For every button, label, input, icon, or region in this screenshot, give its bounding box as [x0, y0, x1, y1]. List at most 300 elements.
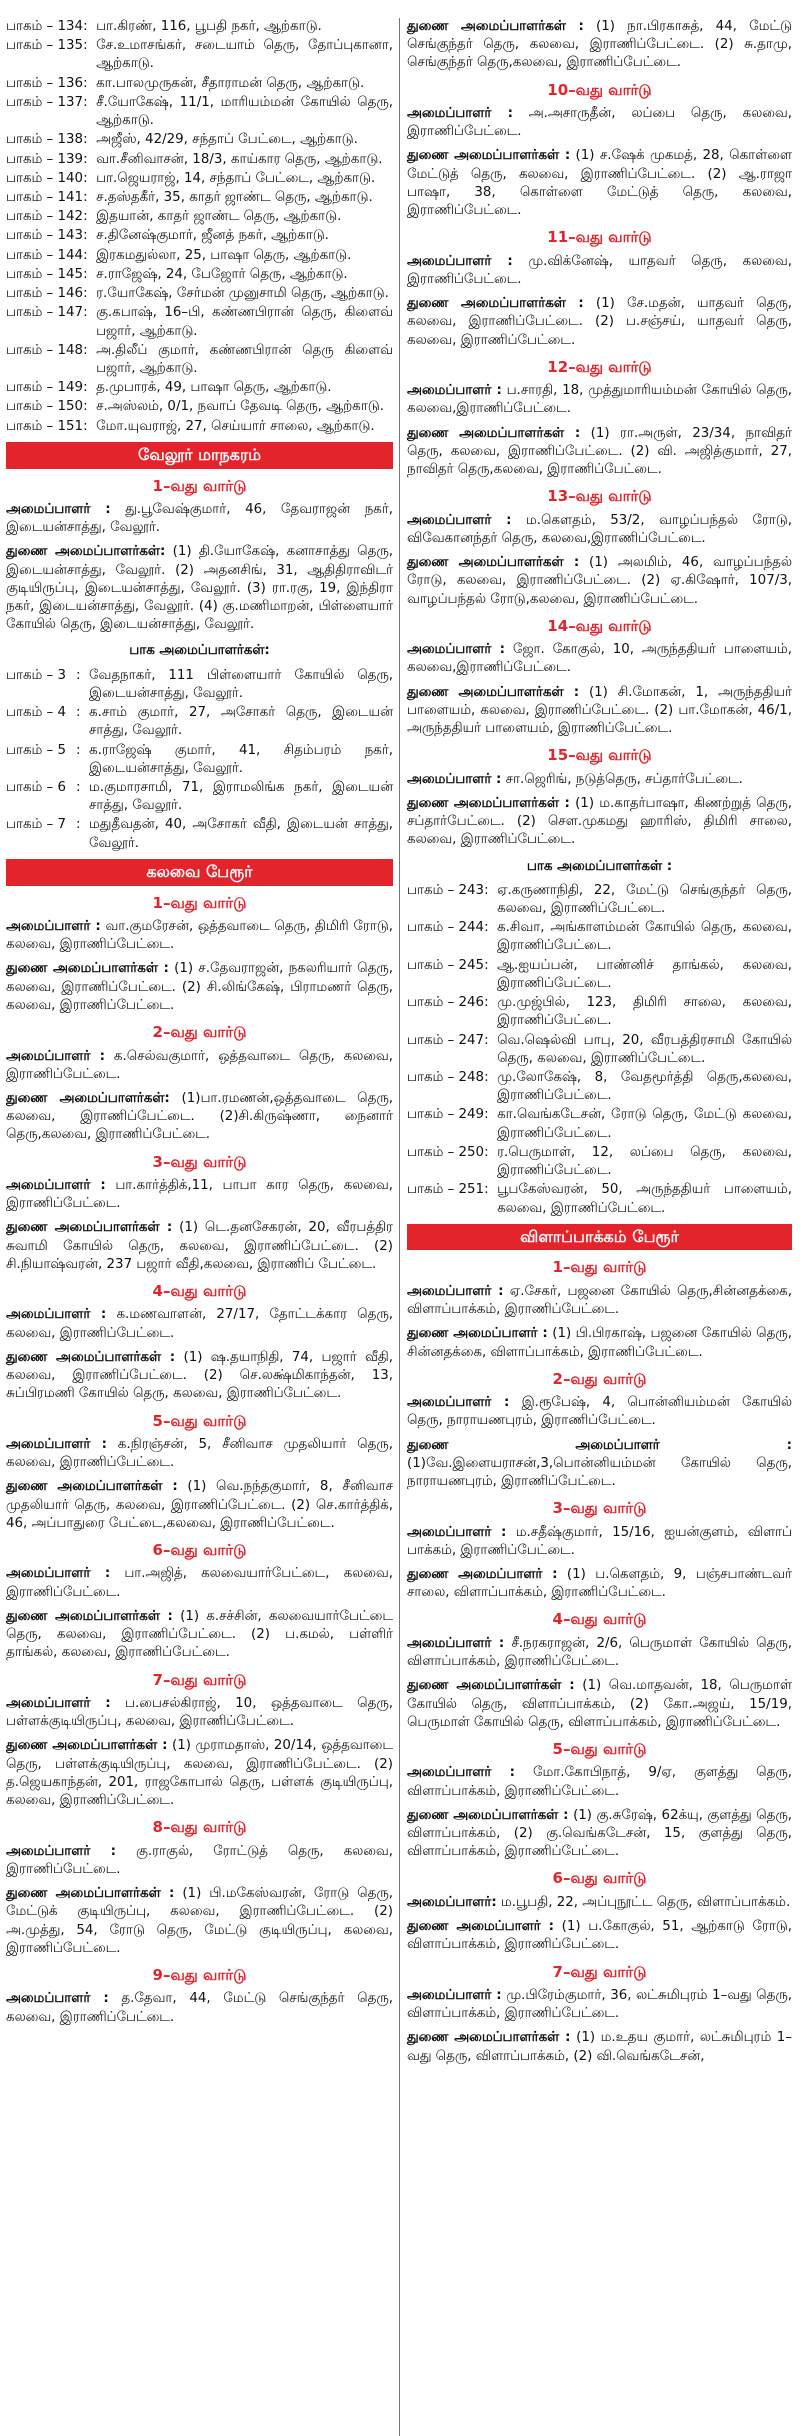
paagam-details: அ.திலீப் குமார், கண்ணபிரான் தெரு கிளைவ் பஜார், ஆற்காடு.	[96, 342, 393, 376]
person-details: ம.சதீஷ்குமார், 15/16, ஐயன்குளம், விளாப் பாக்கம், இராணிப்பேட்டை.	[407, 1524, 792, 1558]
person-details: (1) கு.சுரேஷ், 62க்யு, குளத்து தெரு, விளாப்பாக்கம், (2) கு.வெங்கடேசன், 15, குளத்து தெரு, விளாப்பாக்கம், இராணிப்பேட்டை.	[407, 1807, 792, 1860]
paagam-label: பாகம் – 149	[6, 380, 84, 396]
paagam-details: அஜீஸ், 42/29, சந்தாப் பேட்டை, ஆற்காடு.	[96, 132, 358, 148]
thunai-entry	[6, 1090, 393, 1145]
role-label: அமைப்பாளர் :	[407, 1765, 516, 1781]
person-details: பா.அஜித், கலவையார்பேட்டை, கலவை, இராணிப்பேட்டை.	[6, 1566, 393, 1600]
amaippalar-entry	[407, 771, 792, 789]
role-label: அமைப்பாளர் :	[6, 501, 111, 517]
paagam-label: பாகம் – 148	[6, 342, 84, 358]
role-label: துணை அமைப்பாளர்கள் :	[407, 2030, 571, 2046]
paagam-details: ம.குமாரசாமி, 71, இராமலிங்க நகர், இடையன் சாத்து, வேலூர்.	[89, 780, 393, 814]
role-label: அமைப்பாளர் :	[407, 1395, 510, 1411]
person-details: (1)வே.இளையராசன்,3,பொன்னியம்மன் கோயில் தெரு, நாராயணபுரம், இராணிப்பேட்டை.	[407, 1455, 792, 1489]
role-label: அமைப்பாளர் :	[6, 919, 101, 935]
ward-heading: 7–வது வார்டு	[152, 1670, 247, 1689]
paagam-details: சே.உமாசங்கர், சடையாம் தெரு, தோப்புகானா, ஆற்காடு.	[96, 38, 393, 72]
person-details: ப.பைசல்கிராஜ், 10, ஒத்தவாடை தெரு, பள்ளக்குடியிருப்பு, கலவை, இராணிப்பேட்டை.	[6, 1695, 393, 1730]
paagam-details: கா.பாலமுருகன், சீதாராமன் தெரு, ஆற்காடு.	[96, 75, 365, 91]
person-details: (1) முராமதாஸ், 20/14, ஒத்தவாடை தெரு, பள்ளக்குடியிருப்பு, கலவை, இராணிப்பேட்டை. (2) த.ஜெயகாந்தன், 201, ராஜகோபால் தெரு, பள்ளக் குடியிருப்பு, கலவை, இராணிப்பேட்டை.	[6, 1738, 393, 1809]
ward-heading: 3–வது வார்டு	[552, 1499, 647, 1518]
paagam-details: ச.தஸ்தகீர், 35, காதர் ஜாண்ட தெரு, ஆற்காடு.	[96, 189, 373, 205]
paagam-label: பாகம் – 246	[407, 995, 485, 1011]
amaippalar-entry	[407, 1524, 792, 1560]
paagam-label: பாகம் – 248	[407, 1069, 485, 1085]
ward-heading: 9–வது வார்டு	[152, 1965, 247, 1984]
paagam-row	[6, 131, 393, 149]
right-column	[400, 18, 794, 2436]
role-label: துணை அமைப்பாளர்கள் :	[6, 961, 169, 977]
thunai-entry	[407, 1437, 792, 1492]
person-details: த.தேவா, 44, மேட்டு செங்குந்தர் தெரு, கலவை, இராணிப்பேட்டை.	[6, 1991, 393, 2025]
ward-heading: 6–வது வார்டு	[152, 1541, 247, 1560]
paaga-heading: பாக அமைப்பாளர்கள்:	[129, 643, 270, 659]
paagam-details: பா.கிரண், 116, பூபதி நகர், ஆற்காடு.	[96, 19, 322, 34]
colon-separator: :	[83, 19, 88, 34]
paagam-row	[6, 398, 393, 416]
paagam-row	[6, 379, 393, 397]
paagam-label: பாகம் – 3	[6, 667, 67, 683]
role-label: அமைப்பாளர் :	[407, 1987, 502, 2003]
paagam-label: பாகம் – 138	[6, 132, 84, 148]
ward-heading: 3–வது வார்டு	[152, 1152, 247, 1171]
role-label: அமைப்பாளர் :	[6, 1307, 107, 1323]
person-details: (1) தி.யோகேஷ், கனாசாத்து தெரு, இடையன்சாத்து, வேலூர். (2) அதனசிங், 31, ஆதிதிராவிடர் குடியிருப்பு, இடையன்சாத்து, வேலூர். (3) ரா.ரகு, 19, இந்திரா நகர், இடையன்சாத்து, வேலூர். (4) கு.மணிமாறன், பிள்ளையார் கோயில் தெரு, இடையன்சாத்து, வேலூர்.	[6, 544, 393, 633]
paagam-label: பாகம் – 250	[407, 1144, 485, 1160]
ward-heading: 4–வது வார்டு	[152, 1282, 247, 1301]
role-label: துணை அமைப்பாளர் :	[407, 1919, 555, 1935]
ward-heading: 1–வது வார்டு	[152, 476, 247, 495]
paagam-details: க.சாம் குமார், 27, அசோகர் தெரு, இடையன் சாத்து, வேலூர்.	[89, 705, 393, 739]
paaga-heading: பாக அமைப்பாளர்கள் :	[526, 858, 673, 874]
role-label: அமைப்பாளர் :	[6, 1695, 111, 1711]
colon-separator: :	[83, 286, 88, 302]
paagam-row	[6, 189, 393, 207]
role-label: துணை அமைப்பாளர்கள் :	[407, 19, 584, 34]
person-details: (1)பா.ரமணன்,ஒத்தவாடை தெரு, கலவை, இராணிப்பேட்டை. (2)சி.கிருஷ்ணா, நைனார் தெரு,கலவை, இராணிப்பேட்டை.	[6, 1090, 393, 1143]
left-column	[6, 18, 400, 2436]
thunai-entry	[6, 1608, 393, 1663]
paagam-details: த.முபாரக், 49, பாஷா தெரு, ஆற்காடு.	[96, 380, 332, 396]
paagam-list-kalavai	[407, 882, 792, 1218]
amaippalar-entry	[407, 382, 792, 418]
paagam-details: கு.கபாஷ், 16–பி, கண்ணபிரான் தெரு, கிளைவ் பஜார், ஆற்காடு.	[96, 305, 393, 339]
amaippalar-entry	[6, 1565, 393, 1601]
person-details: சா.ஜெரிங், நடுத்தெரு, சப்தார்பேட்டை.	[505, 771, 743, 787]
role-label: அமைப்பாளர் :	[407, 253, 513, 269]
thunai-entry	[407, 18, 792, 73]
amaippalar-entry	[6, 1177, 393, 1213]
paagam-details: மு.லோகேஷ், 8, வேதமூர்த்தி தெரு,கலவை, இராணிப்பேட்டை.	[497, 1069, 792, 1104]
colon-separator: :	[76, 705, 81, 721]
paagam-row	[407, 957, 792, 993]
thunai-entry	[407, 1677, 792, 1732]
amaippalar-entry	[407, 1764, 792, 1800]
person-details: (1) சி.மோகன், 1, அருந்ததியர் பாளையம், கலவை, இராணிப்பேட்டை. (2) பா.மோகன், 46/1, அருந்ததியர் பாளையம், இராணிப்பேட்டை.	[407, 684, 793, 737]
person-details: (1) ப.கௌதம், 9, பஞ்சபாண்டவர் சாலை, விளாப்பாக்கம், இராணிப்பேட்டை.	[407, 1567, 792, 1601]
colon-separator: :	[83, 305, 88, 321]
person-details: (1) ம.உதய குமார், லட்சுமிபுரம் 1–வது தெரு, விளாப்பாக்கம், (2) வி.வெங்கடேசன்,	[407, 2030, 792, 2064]
role-label: அமைப்பாளர் :	[407, 106, 513, 122]
role-label: அமைப்பாளர் :	[407, 512, 512, 528]
thunai-entry	[407, 795, 792, 850]
paagam-label: பாகம் – 4	[6, 705, 67, 721]
person-details: சீ.நரகராஜன், 2/6, பெருமாள் கோயில் தெரு, விளாப்பாக்கம், இராணிப்பேட்டை.	[407, 1635, 792, 1670]
colon-separator: :	[83, 399, 88, 415]
paagam-details: சீ.யோகேஷ், 11/1, மாரியம்மன் கோயில் தெரு, ஆற்காடு.	[96, 94, 393, 129]
person-details: (1) சே.மதன், யாதவர் தெரு, கலவை, இராணிப்பேட்டை. (2) ப.சஞ்சய், யாதவர் தெரு, கலவை, இராணிப்பேட்டை.	[407, 296, 792, 348]
paagam-details: ர.பெருமாள், 12, லப்பை தெரு, கலவை, இராணிப்பேட்டை.	[497, 1144, 792, 1179]
person-details: க.நிரஞ்சன், 5, சீனிவாச முதலியார் தெரு, கலவை, இராணிப்பேட்டை.	[6, 1436, 393, 1471]
thunai-entry	[6, 1219, 393, 1274]
colon-separator: :	[484, 1144, 489, 1160]
person-details: ஏ.சேகர், பஜனை கோயில் தெரு,சின்னதக்கை, விளாப்பாக்கம், இராணிப்பேட்டை.	[407, 1283, 792, 1318]
person-details: ம.பூபதி, 22, அப்புநூட்ட தெரு, விளாப்பாக்கம்.	[500, 1894, 791, 1910]
paagam-label: பாகம் – 141	[6, 189, 84, 205]
colon-separator: :	[83, 94, 88, 110]
role-label: அமைப்பாளர் :	[407, 1524, 507, 1540]
person-details: (1) ஷ.தயாநிதி, 74, பஜார் வீதி, கலவை, இராணிப்பேட்டை. (2) செ.லக்ஷ்மிகாந்தன், 13, சுப்பிரமணி கோயில் தெரு, கலவை, இராணிப்பேட்டை.	[6, 1349, 394, 1402]
role-label: துணை அமைப்பாளர்கள் :	[407, 1678, 575, 1694]
paagam-row	[6, 418, 393, 436]
colon-separator: :	[484, 957, 489, 973]
person-details: (1) ப.கோகுல், 51, ஆற்காடு ரோடு, விளாப்பாக்கம், இராணிப்பேட்டை.	[407, 1919, 792, 1953]
colon-separator: :	[484, 1182, 489, 1198]
paagam-row	[407, 1181, 792, 1217]
paagam-label: பாகம் – 146	[6, 286, 84, 302]
colon-separator: :	[484, 882, 489, 898]
thunai-entry	[407, 684, 792, 739]
person-details: க.மணவாளன், 27/17, தோட்டக்கார தெரு, கலவை, இராணிப்பேட்டை.	[6, 1307, 393, 1341]
paagam-row	[6, 779, 393, 815]
colon-separator: :	[76, 667, 81, 683]
paagam-label: பாகம் – 143	[6, 228, 84, 244]
role-label: துணை அமைப்பாளர்கள் :	[6, 1220, 173, 1236]
paagam-row	[6, 208, 393, 226]
role-label: அமைப்பாளர் :	[407, 771, 502, 787]
role-label: அமைப்பாளர் :	[6, 1048, 105, 1064]
amaippalar-entry	[407, 105, 792, 141]
paagam-details: வேதநாகர், 111 பிள்ளையார் கோயில் தெரு, இடையன்சாத்து, வேலூர்.	[89, 667, 393, 701]
kalavai-wards-right	[407, 80, 792, 850]
ward-heading: 10–வது வார்டு	[547, 80, 652, 99]
colon-separator: :	[83, 170, 88, 186]
person-details: (1) டெ.தனசேகரன், 20, வீரபத்திர சுவாமி கோயில் தெரு, கலவை, இராணிப்பேட்டை. (2) சி.நியாஷ்வரன், 237 பஜார் வீதி,கலவை, இராணிப் பேட்டை.	[6, 1220, 393, 1272]
role-label: துணை அமைப்பாளர் :	[407, 1567, 558, 1583]
role-label: அமைப்பாளர் :	[6, 1178, 106, 1193]
colon-separator: :	[83, 228, 88, 244]
role-label: துணை அமைப்பாளர்கள் :	[407, 425, 581, 441]
thunai-entry	[6, 960, 393, 1015]
paagam-row	[6, 342, 393, 378]
colon-separator: :	[83, 189, 88, 205]
thunai-entry	[6, 1349, 393, 1404]
role-label: அமைப்பாளர் :	[6, 1566, 111, 1582]
person-details: (1) ச.தேவராஜன், நகலரியார் தெரு, கலவை, இராணிப்பேட்டை. (2) சி.லிங்கேஷ், பிராமணர் தெரு, கலவை, இராணிப்பேட்டை.	[6, 961, 393, 1013]
person-details: மு.பிரேம்குமார், 36, லட்சுமிபுரம் 1–வது தெரு, விளாப்பாக்கம், இராணிப்பேட்டை.	[407, 1987, 792, 2022]
thunai-entry	[6, 1885, 393, 1958]
paagam-details: மதுதீவதன், 40, அசோகர் வீதி, இடையன் சாத்து, வேலூர்.	[89, 817, 393, 851]
paagam-row	[6, 304, 393, 340]
paagam-row	[407, 1106, 792, 1142]
amaippalar-entry	[407, 1394, 792, 1430]
paagam-details: இதயான், காதர் ஜாண்ட தெரு, ஆற்காடு.	[96, 209, 342, 225]
role-label: துணை அமைப்பாளர்கள்:	[6, 544, 166, 560]
colon-separator: :	[83, 75, 88, 91]
ward-heading: 14–வது வார்டு	[547, 616, 652, 635]
thunai-entry	[6, 543, 393, 634]
colon-separator: :	[484, 1069, 489, 1085]
colon-separator: :	[484, 1107, 489, 1123]
vilapakkam-wards	[407, 1257, 792, 2065]
paagam-label: பாகம் – 144	[6, 247, 84, 263]
paagam-row	[407, 1069, 792, 1105]
paagam-details: ஆ.ஐயப்பன், பாண்னிச் தாங்கல், கலவை, இராணிப்பேட்டை.	[497, 957, 792, 991]
colon-separator: :	[83, 247, 88, 263]
paagam-row	[6, 704, 393, 740]
role-label: துணை அமைப்பாளர்கள் :	[6, 1886, 175, 1902]
amaippalar-entry	[6, 1436, 393, 1472]
paagam-label: பாகம் – 136	[6, 75, 84, 91]
paagam-details: ஏ.கருணாநிதி, 22, மேட்டு செங்குந்தர் தெரு, கலவை, இராணிப்பேட்டை.	[497, 882, 792, 916]
colon-separator: :	[83, 151, 88, 167]
role-label: துணை அமைப்பாளர்கள் :	[6, 1349, 176, 1365]
kalavai-wards-left	[6, 893, 393, 2027]
person-details: கு.ராகுல், ரோட்டுத் தெரு, கலவை, இராணிப்பேட்டை.	[6, 1843, 393, 1877]
paagam-label: பாகம் – 251	[407, 1182, 485, 1198]
ward-heading: 2–வது வார்டு	[552, 1369, 647, 1388]
paagam-label: பாகம் – 244	[407, 920, 485, 936]
paagam-details: வா.சீனிவாசன், 18/3, காய்கார தெரு, ஆற்காடு.	[96, 151, 383, 167]
paagam-details: க.ராஜேஷ் குமார், 41, சிதம்பரம் நகர், இடையன்சாத்து, வேலூர்.	[89, 742, 393, 776]
paagam-label: பாகம் – 142	[6, 209, 84, 225]
colon-separator: :	[83, 380, 88, 396]
ward-heading: 2–வது வார்டு	[152, 1023, 247, 1042]
paagam-list-vellore	[6, 667, 393, 853]
amaippalar-entry	[407, 1894, 792, 1912]
paagam-row	[6, 18, 393, 36]
person-details: மு.விக்னேஷ், யாதவர் தெரு, கலவை, இராணிப்பேட்டை.	[407, 253, 792, 287]
paagam-row	[407, 994, 792, 1030]
role-label: அமைப்பாளர் :	[407, 642, 505, 658]
paagam-details: பூபகேஸ்வரன், 50, அருந்ததியர் பாளையம், கலவை, இராணிப்பேட்டை.	[497, 1182, 792, 1216]
thunai-entry	[407, 1918, 792, 1954]
colon-separator: :	[76, 780, 81, 796]
amaippalar-entry	[407, 253, 792, 289]
paagam-row	[407, 1144, 792, 1180]
ward-heading: 6–வது வார்டு	[552, 1869, 647, 1888]
role-label: துணை அமைப்பாளர் :	[407, 1326, 548, 1342]
ward-heading: 8–வது வார்டு	[152, 1818, 247, 1837]
banner-vellore: வேலூர் மாநகரம்	[6, 442, 393, 469]
ward-heading: 11–வது வார்டு	[547, 228, 652, 247]
amaippalar-entry	[6, 1990, 393, 2026]
ward-heading: 5–வது வார்டு	[552, 1739, 647, 1758]
role-label: அமைப்பாளர் :	[407, 383, 502, 399]
role-label: துணை அமைப்பாளர்கள் :	[407, 555, 580, 571]
role-label: துணை அமைப்பாளர் :	[407, 1437, 792, 1453]
thunai-entry	[407, 147, 792, 220]
role-label: துணை அமைப்பாளர்கள் :	[407, 296, 584, 312]
amaippalar-entry	[407, 1987, 792, 2023]
person-details: அ.அசாருதீன், லப்பை தெரு, கலவை, இராணிப்பேட்டை.	[407, 106, 792, 140]
person-details: து.பூவேஷ்குமார், 46, தேவராஜன் நகர், இடையன்சாத்து, வேலூர்.	[6, 501, 393, 536]
role-label: துணை அமைப்பாளர்கள் :	[6, 1479, 178, 1495]
paagam-label: பாகம் – 134	[6, 19, 84, 34]
paagam-details: க.சிவா, அங்காளம்மன் கோயில் தெரு, கலவை, இராணிப்பேட்டை.	[497, 920, 792, 954]
person-details: (1) ச.ஷேக் முகமத், 28, கொள்ளை மேட்டுத் தெரு, கலவை, இராணிப்பேட்டை. (2) ஆ.ராஜா பாஷா, 38, கொள்ளை மேட்டுத் தெரு, கலவை, இராணிப்பேட்டை.	[407, 148, 792, 219]
thunai-entry	[6, 1737, 393, 1810]
amaippalar-entry	[6, 1843, 393, 1879]
amaippalar-entry	[6, 1695, 393, 1731]
paagam-list-top	[6, 18, 393, 436]
paagam-label: பாகம் – 135	[6, 38, 84, 54]
amaippalar-entry	[407, 512, 792, 548]
thunai-entry	[407, 295, 792, 350]
person-details: (1) வெ.மாதவன், 18, பெருமாள் கோயில் தெரு, விளாப்பாக்கம், (2) கோ.அஜய், 15/19, பெருமாள் கோயில் தெரு, விளாப்பாக்கம், இராணிப்பேட்டை.	[407, 1678, 792, 1730]
colon-separator: :	[83, 209, 88, 225]
paagam-label: பாகம் – 249	[407, 1107, 485, 1123]
thunai-entry	[407, 554, 792, 609]
paagam-row	[407, 919, 792, 955]
colon-separator: :	[83, 266, 88, 282]
thunai-entry	[407, 2029, 792, 2065]
banner-kalavai: கலவை பேரூர்	[6, 859, 393, 886]
ward-heading: 12–வது வார்டு	[547, 357, 652, 376]
person-details: ப.சாரதி, 18, முத்துமாரியம்மன் கோயில் தெரு, கலவை,இராணிப்பேட்டை.	[407, 383, 792, 417]
colon-separator: :	[83, 418, 88, 434]
person-details: க.செல்வகுமார், ஒத்தவாடை தெரு, கலவை, இராணிப்பேட்டை.	[6, 1048, 393, 1082]
role-label: துணை அமைப்பாளர்கள் :	[407, 1807, 569, 1823]
paagam-label: பாகம் – 140	[6, 170, 84, 186]
ward-heading: 1–வது வார்டு	[552, 1258, 647, 1277]
role-label: அமைப்பாளர் :	[407, 1635, 505, 1651]
paagam-label: பாகம் – 145	[6, 266, 84, 282]
paagam-details: கா.வெங்கடேசன், ரோடு தெரு, மேட்டு கலவை, இராணிப்பேட்டை.	[497, 1107, 792, 1141]
paagam-label: பாகம் – 6	[6, 780, 67, 796]
paagam-label: பாகம் – 5	[6, 742, 67, 758]
amaippalar-entry	[6, 1048, 393, 1084]
person-details: (1) க.சச்சின், கலவையார்பேட்டை தெரு, கலவை, இராணிப்பேட்டை. (2) ப.கமல், பள்ளிர் தாங்கல், கலவை, இராணிப்பேட்டை.	[6, 1608, 393, 1661]
person-details: (1) பி.மகேஸ்வரன், ரோடு தெரு, மேட்டுக் குடியிருப்பு, கலவை, இராணிப்பேட்டை. (2) அ.முத்து, 54, ரோடு தெரு, மேட்டு குடியிருப்பு, கலவை, இராணிப்பேட்டை.	[6, 1886, 393, 1956]
role-label: துணை அமைப்பாளர்கள்:	[6, 1090, 170, 1106]
colon-separator: :	[484, 920, 489, 936]
amaippalar-entry	[407, 1635, 792, 1671]
paagam-label: பாகம் – 147	[6, 305, 84, 321]
paagam-row	[6, 247, 393, 265]
paagam-row	[6, 227, 393, 245]
thunai-entry	[407, 425, 792, 480]
paagam-row	[407, 882, 792, 918]
person-details: (1) வெ.நந்தகுமார், 8, சீனிவாச முதலியார் தெரு, கலவை, இராணிப்பேட்டை. (2) செ.கார்த்திக், 46, அப்பாதுரை பேட்டை,கலவை, இராணிப்பேட்டை.	[6, 1479, 394, 1531]
paagam-row	[6, 667, 393, 703]
banner-vilapakkam: விளாப்பாக்கம் பேரூர்	[407, 1224, 792, 1251]
person-details: வா.குமரேசன், ஒத்தவாடை தெரு, திமிரி ரோடு, கலவை, இராணிப்பேட்டை.	[6, 919, 393, 953]
role-label: அமைப்பாளர் :	[6, 1843, 117, 1859]
paagam-row	[6, 75, 393, 93]
paagam-row	[6, 742, 393, 778]
role-label: துணை அமைப்பாளர்கள் :	[6, 1608, 173, 1624]
colon-separator: :	[484, 995, 489, 1011]
paagam-label: பாகம் – 7	[6, 817, 67, 833]
paagam-details: ர.யோகேஷ், சேர்மன் முனுசாமி தெரு, ஆற்காடு.	[96, 286, 389, 302]
role-label: அமைப்பாளர் :	[407, 1283, 504, 1299]
colon-separator: :	[83, 132, 88, 148]
colon-separator: :	[83, 38, 88, 54]
amaippalar-entry	[6, 918, 393, 954]
ward-heading: 7–வது வார்டு	[552, 1962, 647, 1981]
colon-separator: :	[76, 742, 81, 758]
person-details: (1) பி.பிரகாஷ், பஜனை கோயில் தெரு, சின்னதக்கை, விளாப்பாக்கம், இராணிப்பேட்டை.	[407, 1326, 792, 1360]
paagam-label: பாகம் – 243	[407, 882, 485, 898]
role-label: அமைப்பாளர் :	[6, 1436, 107, 1452]
person-details: (1) ரா.அருள், 23/34, நாவிதர் தெரு, கலவை, இராணிப்பேட்டை. (2) வி. அஜித்குமார், 27, நாவிதர் தெரு,கலவை, இராணிப்பேட்டை.	[407, 425, 793, 478]
paagam-row	[407, 1032, 792, 1068]
paagam-row	[6, 285, 393, 303]
paagam-details: மு.முஜ்பில், 123, திமிரி சாலை, கலவை, இராணிப்பேட்டை.	[497, 995, 792, 1029]
paagam-label: பாகம் – 151	[6, 418, 84, 434]
person-details: (1) ம.காதர்பாஷா, கிணற்றுத் தெரு, சப்தார்பேட்டை. (2) சௌ.முகமது ஹாரிஸ், திமிரி சாலை, கலவை, இராணிப்பேட்டை.	[407, 795, 792, 848]
thunai-entry	[407, 1807, 792, 1862]
person-details: பா.கார்த்திக்,11, பாபா கார தெரு, கலவை, இராணிப்பேட்டை.	[6, 1178, 394, 1212]
paagam-label: பாகம் – 245	[407, 957, 485, 973]
paagam-label: பாகம் – 139	[6, 151, 84, 167]
ward-heading: 15–வது வார்டு	[547, 746, 652, 765]
paagam-row	[6, 37, 393, 73]
paagam-row	[6, 94, 393, 130]
paagam-details: ச.ராஜேஷ், 24, பேஜோர் தெரு, ஆற்காடு.	[96, 266, 348, 282]
paagam-details: ச.அஸ்லம், 0/1, நவாப் தேவடி தெரு, ஆற்காடு.	[96, 399, 384, 415]
role-label: துணை அமைப்பாளர்கள் :	[407, 684, 580, 700]
thunai-entry	[407, 1325, 792, 1361]
paagam-row	[6, 170, 393, 188]
role-label: அமைப்பாளர் :	[6, 1991, 109, 2007]
colon-separator: :	[484, 1032, 489, 1048]
colon-separator: :	[83, 342, 88, 358]
paagam-row	[6, 151, 393, 169]
ward-heading: 4–வது வார்டு	[552, 1610, 647, 1629]
paagam-details: மோ.யுவராஜ், 27, செய்யார் சாலை, ஆற்காடு.	[96, 418, 375, 434]
role-label: துணை அமைப்பாளர்கள் :	[407, 795, 570, 811]
colon-separator: :	[76, 817, 81, 833]
person-details: ம.கௌதம், 53/2, வாழப்பந்தல் ரோடு, விவேகானந்தர் தெரு, கலவை,இராணிப்பேட்டை.	[407, 512, 793, 546]
role-label: அமைப்பாளர்:	[407, 1894, 497, 1910]
amaippalar-entry	[6, 1306, 393, 1342]
paagam-details: ச.தினேஷ்குமார், ஜீனத் நகர், ஆற்காடு.	[96, 228, 329, 244]
person-details: (1) நா.பிரகாசுத், 44, மேட்டு செங்குந்தர் தெரு, கலவை, இராணிப்பேட்டை. (2) சு.தாமு, செங்குந்தர் தெரு,கலவை, இராணிப்பேட்டை.	[407, 19, 792, 71]
paagam-details: வெ.ஷெல்வி பாபு, 20, வீரபத்திரசாமி கோயில் தெரு, கலவை, இராணிப்பேட்டை.	[497, 1032, 792, 1066]
role-label: துணை அமைப்பாளர்கள் :	[407, 148, 571, 164]
paagam-label: பாகம் – 247	[407, 1032, 485, 1048]
paagam-label: பாகம் – 137	[6, 94, 84, 110]
person-details: மோ.கோபிநாத், 9/ஏ, குளத்து தெரு, விளாப்பாக்கம், இராணிப்பேட்டை.	[407, 1765, 792, 1799]
paagam-row	[6, 266, 393, 284]
amaippalar-entry	[407, 1283, 792, 1319]
ward-heading: 13–வது வார்டு	[547, 487, 652, 506]
person-details: ஜோ. கோகுல், 10, அருந்ததியர் பாளையம், கலவை,இராணிப்பேட்டை.	[407, 642, 792, 676]
paagam-label: பாகம் – 150	[6, 399, 84, 415]
paagam-details: பா.ஜெயராஜ், 14, சந்தாப் பேட்டை, ஆற்காடு.	[96, 170, 376, 186]
thunai-entry	[6, 1478, 393, 1533]
ward-heading: 1–வது வார்டு	[152, 893, 247, 912]
paagam-row	[6, 816, 393, 852]
amaippalar-entry	[407, 641, 792, 677]
person-details: இ.ரூபேஷ், 4, பொன்னியம்மன் கோயில் தெரு, நாராயணபுரம், இராணிப்பேட்டை.	[407, 1395, 792, 1429]
amaippalar-entry	[6, 501, 393, 537]
role-label: துணை அமைப்பாளர்கள் :	[6, 1738, 168, 1754]
paagam-details: இரகமதுல்லா, 25, பாஷா தெரு, ஆற்காடு.	[96, 247, 352, 263]
person-details: (1) அலமிம், 46, வாழப்பந்தல் ரோடு, கலவை, இராணிப்பேட்டை. (2) ஏ.கிஷோர், 107/3, வாழப்பந்தல் ரோடு,கலவை, இராணிப்பேட்டை.	[407, 555, 792, 607]
